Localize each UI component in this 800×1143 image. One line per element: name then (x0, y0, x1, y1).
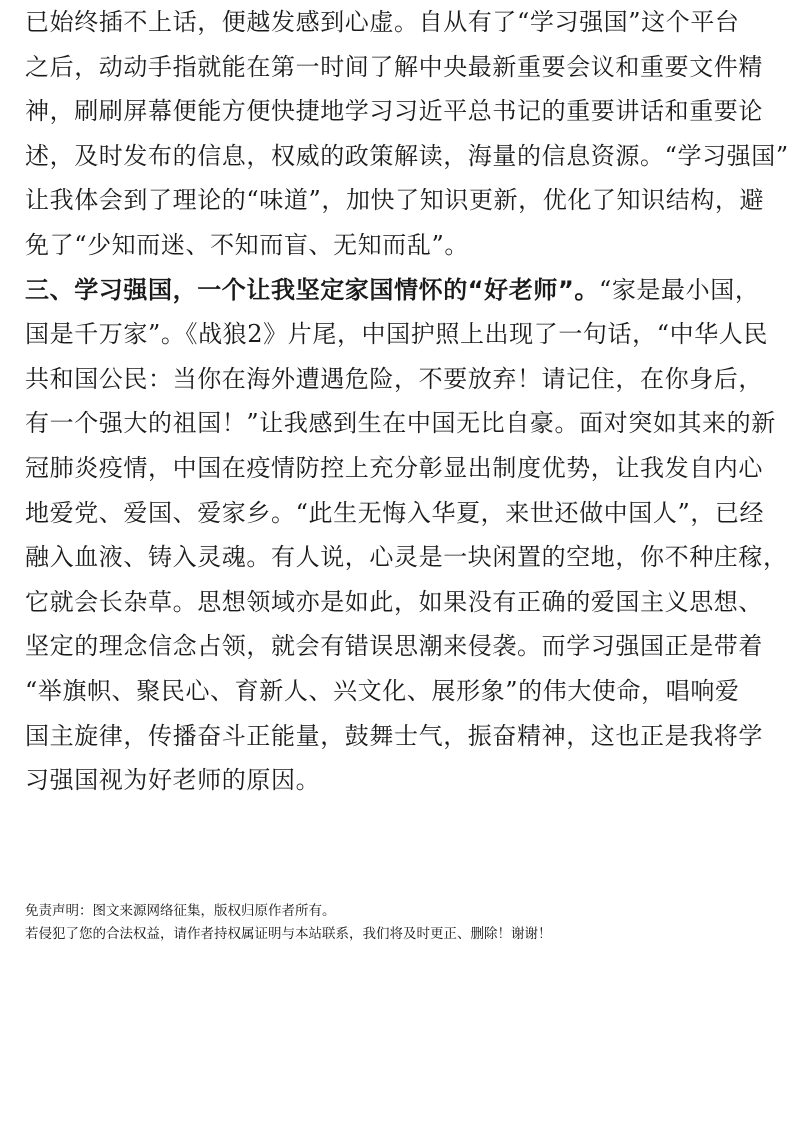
text-line (25, 89, 777, 134)
text-line (25, 580, 777, 625)
paragraph-text: 述，及时发布的信息，权威的政策解读，海量的信息资源。“学习强国” (25, 141, 789, 170)
paragraph-text: 有一个强大的祖国！”让我感到生在中国无比自豪。面对突如其来的新 (25, 409, 776, 438)
paragraph-text: 让我体会到了理论的“味道”，加快了知识更新，优化了知识结构，避 (25, 186, 765, 215)
text-line (25, 491, 777, 536)
paragraph-text: 冠肺炎疫情，中国在疫情防控上充分彰显出制度优势，让我发自内心 (25, 453, 763, 482)
paragraph-text: 共和国公民：当你在海外遭遇危险，不要放弃！请记住，在你身后， (25, 364, 763, 393)
section-heading: 三、学习强国，一个让我坚定家国情怀的“好老师”。 (25, 275, 599, 304)
paragraph-text: 之后，动动手指就能在第一时间了解中央最新重要会议和重要文件精 (25, 52, 763, 81)
paragraph-text: 它就会长杂草。思想领域亦是如此，如果没有正确的爱国主义思想、 (25, 587, 763, 616)
text-line (25, 446, 777, 491)
paragraph-text: 习强国视为好老师的原因。 (25, 766, 321, 795)
paragraph-text: “家是最小国， (598, 275, 760, 304)
paragraph-text: 融入血液、铸入灵魂。有人说，心灵是一块闲置的空地，你不种庄稼， (25, 543, 788, 572)
text-line (25, 535, 788, 580)
text-line (25, 624, 777, 669)
disclaimer-line-2: 若侵犯了您的合法权益，请作者持权属证明与本站联系，我们将及时更正、删除！谢谢！ (25, 926, 552, 942)
text-line (25, 758, 777, 803)
text-line (25, 669, 777, 714)
paragraph-text: 国主旋律，传播奋斗正能量，鼓舞士气，振奋精神，这也正是我将学 (25, 721, 763, 750)
paragraph-text: 免了“少知而迷、不知而盲、无知而乱”。 (25, 230, 469, 259)
paragraph-text: 国是千万家”。《战狼2》片尾，中国护照上出现了一句话，“中华人民 (25, 320, 769, 349)
text-line (25, 134, 789, 179)
text-line (25, 401, 777, 446)
paragraph-text: 神，刷刷屏幕便能方便快捷地学习习近平总书记的重要讲话和重要论 (25, 97, 763, 126)
paragraph-text: 已始终插不上话，便越发感到心虚。自从有了“学习强国”这个平台 (25, 8, 740, 36)
article-body (25, 0, 789, 803)
text-line (25, 45, 777, 90)
text-line (25, 178, 777, 223)
text-line (25, 0, 777, 45)
text-line (25, 714, 777, 759)
text-line (25, 357, 777, 402)
paragraph-text: 地爱党、爱国、爱家乡。“此生无悔入华夏，来世还做中国人”，已经 (25, 498, 765, 527)
text-line (25, 223, 777, 268)
text-line (25, 312, 777, 357)
paragraph-text: “举旗帜、聚民心、育新人、兴文化、展形象”的伟大使命，唱响爱 (25, 676, 740, 705)
disclaimer-line-1: 免责声明：图文来源网络征集，版权归原作者所有。 (25, 903, 336, 919)
paragraph-text: 坚定的理念信念占领，就会有错误思潮来侵袭。而学习强国正是带着 (25, 632, 763, 661)
text-line (25, 268, 777, 313)
disclaimer (25, 900, 777, 946)
